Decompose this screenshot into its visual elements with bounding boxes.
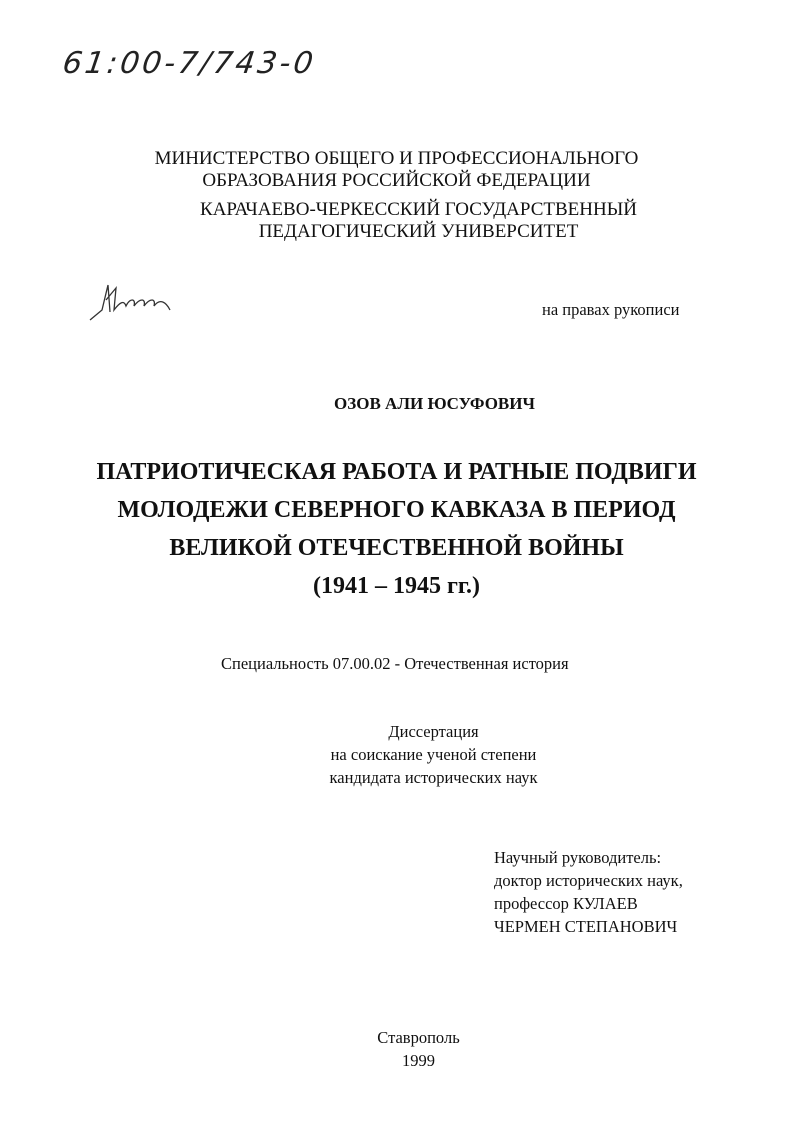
year: 1999 <box>402 1051 435 1070</box>
author-name: ОЗОВ АЛИ ЮСУФОВИЧ <box>334 394 535 413</box>
supervisor-block <box>494 846 683 938</box>
supervisor-line: доктор исторических наук, <box>494 871 683 890</box>
dissertation-title <box>0 453 793 605</box>
specialty: Специальность 07.00.02 - Отечественная история <box>221 654 569 673</box>
handwritten-inventory-number: 61:00-7/743-0 <box>60 46 319 81</box>
title-line: ВЕЛИКОЙ ОТЕЧЕСТВЕННОЙ ВОЙНЫ <box>169 535 624 561</box>
header-line: ПЕДАГОГИЧЕСКИЙ УНИВЕРСИТЕТ <box>258 221 579 242</box>
header-line: МИНИСТЕРСТВО ОБЩЕГО И ПРОФЕССИОНАЛЬНОГО <box>154 148 639 169</box>
city: Ставрополь <box>377 1028 460 1047</box>
ministry-header <box>0 148 793 192</box>
info-line: кандидата исторических наук <box>329 768 538 787</box>
handwritten-signature <box>88 280 188 330</box>
dissertation-info <box>37 720 793 789</box>
info-line: Диссертация <box>388 722 479 741</box>
header-line: КАРАЧАЕВО-ЧЕРКЕССКИЙ ГОСУДАРСТВЕННЫЙ <box>200 199 637 220</box>
supervisor-line: ЧЕРМЕН СТЕПАНОВИЧ <box>494 917 678 936</box>
header-line: ОБРАЗОВАНИЯ РОССИЙСКОЙ ФЕДЕРАЦИИ <box>202 170 591 191</box>
supervisor-line: Научный руководитель: <box>494 848 662 867</box>
imprint <box>22 1026 793 1072</box>
manuscript-note: на правах рукописи <box>542 300 680 319</box>
info-line: на соискание ученой степени <box>330 745 537 764</box>
university-header <box>22 199 793 243</box>
supervisor-line: профессор КУЛАЕВ <box>494 894 638 913</box>
title-line: МОЛОДЕЖИ СЕВЕРНОГО КАВКАЗА В ПЕРИОД <box>117 497 676 523</box>
title-years: (1941 – 1945 гг.) <box>312 573 481 599</box>
title-line: ПАТРИОТИЧЕСКАЯ РАБОТА И РАТНЫЕ ПОДВИГИ <box>96 459 697 485</box>
